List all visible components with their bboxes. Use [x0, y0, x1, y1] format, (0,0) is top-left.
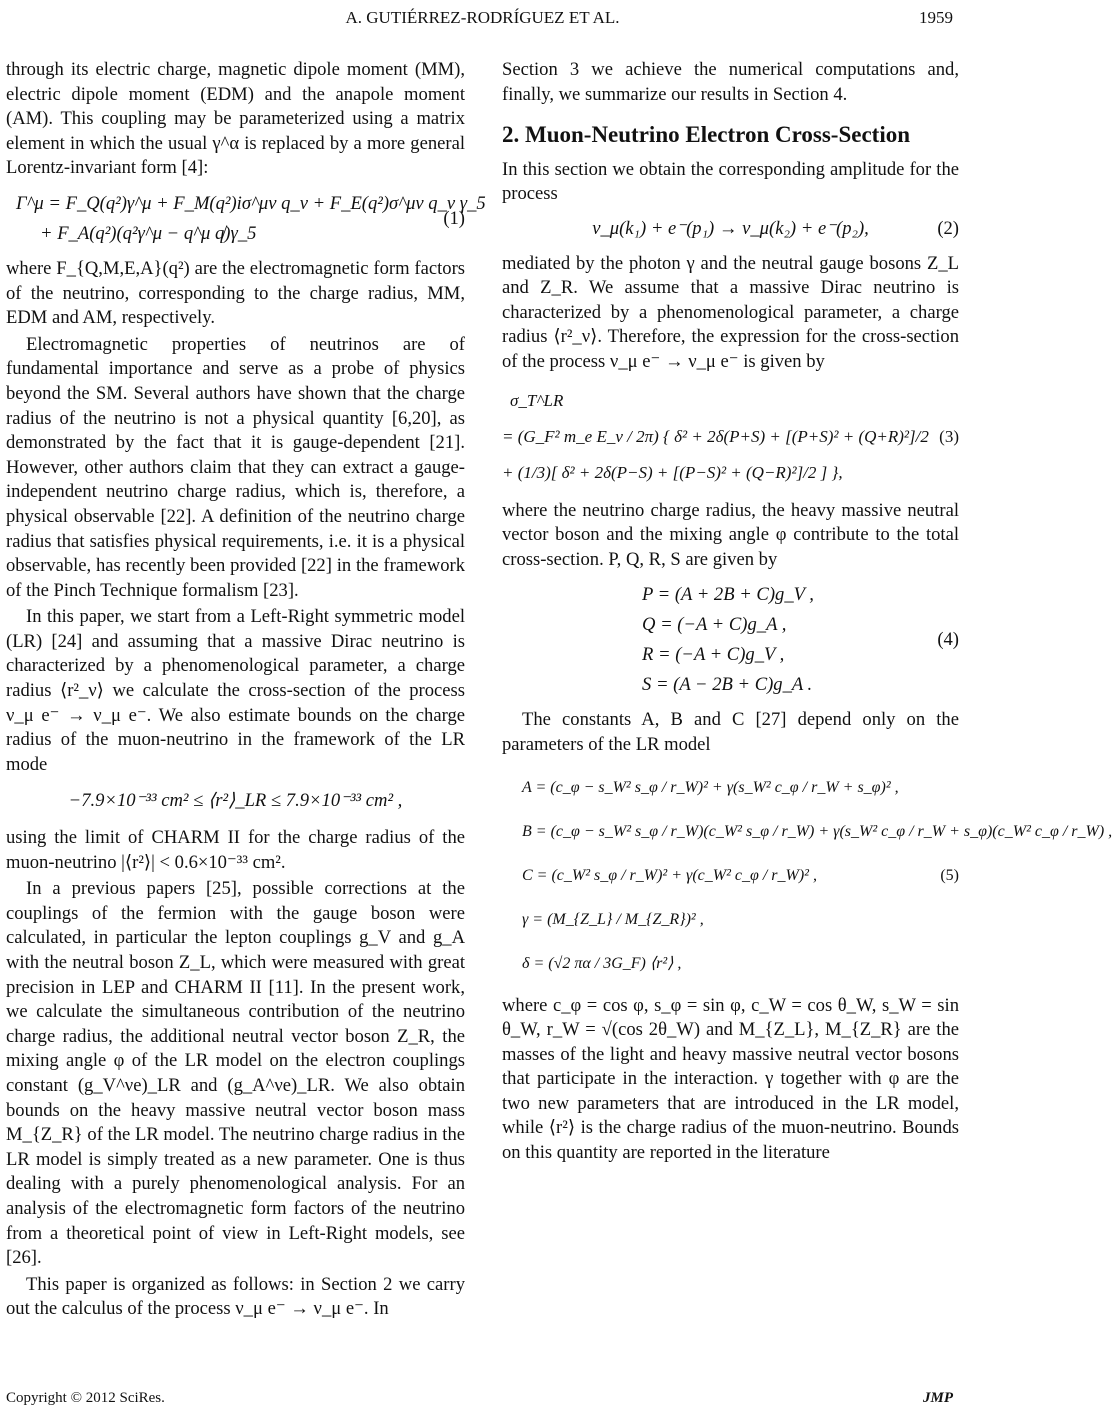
- paragraph: through its electric charge, magnetic dipole moment (MM), electric dipole moment (EDM) and the anapole moment (AM). This coupling may be parameterized using a matrix element in which the usual γ^α is replaced by a more general Lorentz-invariant form [4]:: [6, 59, 465, 179]
- equation-5-line: B = (c_φ − s_W² s_φ / r_W)(c_W² s_φ / r_W) + γ(s_W² c_φ / r_W + s_φ)(c_W² c_φ / r_W) ,: [522, 822, 1112, 840]
- equation-5-line: A = (c_φ − s_W² s_φ / r_W)² + γ(s_W² c_φ / r_W + s_φ)² ,: [522, 778, 899, 796]
- right-column: [502, 58, 1112, 1168]
- equation-1-line-1: Γ^μ = F_Q(q²)γ^μ + F_M(q²)iσ^μν q_ν + F_E(q²)σ^μν q_ν γ_5: [16, 192, 486, 214]
- paragraph: Section 3 we achieve the numerical computations and, finally, we summarize our results in Section 4.: [502, 59, 959, 105]
- equation-5-line: C = (c_W² s_φ / r_W)² + γ(c_W² c_φ / r_W)² ,: [522, 866, 817, 884]
- section-heading: 2. Muon-Neutrino Electron Cross-Section: [502, 122, 911, 148]
- paragraph: In this section we obtain the corresponding amplitude for the process: [502, 158, 959, 205]
- page-number: 1959: [919, 8, 953, 27]
- equation-3: [502, 383, 959, 491]
- equation-2: [502, 217, 959, 242]
- equation-3-line-3: + (1/3)[ δ² + 2δ(P−S) + [(P−S)² + (Q−R)²]/2 ] },: [502, 462, 843, 482]
- paragraph: mediated by the photon γ and the neutral gauge bosons Z_L and Z_R. We assume that a massive Dirac neutrino is characterized by a phenomenological parameter, a charge radius ⟨r²_ν⟩. Therefore, the expression for the cross-section of the process ν_μ e⁻ → ν_μ e⁻ is given by: [502, 252, 959, 372]
- equation-3-line-2: = (G_F² m_e E_ν / 2π) { δ² + 2δ(P+S) + [(P+S)² + (Q+R)²]/2: [502, 426, 929, 446]
- equation-3-number: (3): [939, 426, 959, 446]
- equation-4-number: (4): [937, 629, 959, 651]
- journal-abbreviation: JMP: [923, 1390, 953, 1406]
- copyright-notice: Copyright © 2012 SciRes.: [6, 1390, 165, 1406]
- paragraph: The constants A, B and C [27] depend only on the parameters of the LR model: [502, 709, 959, 755]
- equation-5: [522, 766, 1112, 986]
- left-column: [6, 58, 486, 1324]
- equation-4-line: P = (A + 2B + C)g_V ,: [642, 584, 814, 606]
- paragraph: using the limit of CHARM II for the charge radius of the muon-neutrino |⟨r²⟩| < 0.6×10⁻³³ cm².: [6, 827, 465, 873]
- equation-1: [16, 189, 486, 249]
- paragraph: This paper is organized as follows: in Section 2 we carry out the calculus of the process ν_μ e⁻ → ν_μ e⁻. In: [6, 1273, 465, 1320]
- equation-4-line: R = (−A + C)g_V ,: [642, 644, 785, 666]
- paragraph: In a previous papers [25], possible corrections at the couplings of the fermion with the gauge boson were calculated, in particular the lepton couplings g_V and g_A with the neutral boson Z_L, which were measured with great precision in LEP and CHARM II [11]. In the present work, we calculate the simultaneous contribution of the neutrino charge radius, the additional neutral vector boson Z_R, the mixing angle φ of the LR model on the electron couplings constant (g_V^νe)_LR and (g_A^νe)_LR. We also obtain bounds on the heavy massive neutral vector boson mass M_{Z_R} of the LR model. The neutrino charge radius in the LR model is simply treated as a new parameter. One is thus dealing with a purely phenomenological analysis. For an analysis of the electromagnetic form factors of the neutrino from a theoretical point of view in Left-Right models, see [26].: [6, 878, 465, 1269]
- paragraph: where c_φ = cos φ, s_φ = sin φ, c_W = cos θ_W, s_W = sin θ_W, r_W = √(cos 2θ_W) and M_{Z_L}, M_{Z_R} are the masses of the light and heavy massive neutral vector bosons that participate in the interaction. γ together with φ are the two new parameters that are introduced in the LR model, while ⟨r²⟩ is the charge radius of the muon-neutrino. Bounds on this quantity are reported in the literature: [502, 994, 959, 1164]
- paragraph: where the neutrino charge radius, the heavy massive neutral vector boson and the mixing angle φ contribute to the total cross-section. P, Q, R, S are given by: [502, 499, 959, 570]
- equation-1-number: (1): [443, 207, 465, 229]
- equation-3-line-1: σ_T^LR: [510, 390, 564, 410]
- running-title: A. GUTIÉRREZ-RODRÍGUEZ ET AL.: [345, 8, 620, 27]
- bound-equation: −7.9×10⁻³³ cm² ≤ ⟨r²⟩_LR ≤ 7.9×10⁻³³ cm² ,: [68, 790, 403, 812]
- page-header: [0, 6, 965, 32]
- equation-4-line: S = (A − 2B + C)g_A .: [642, 674, 813, 696]
- page-footer: [0, 1390, 965, 1414]
- paragraph: Electromagnetic properties of neutrinos are of fundamental importance and serve as a probe of physics beyond the SM. Several authors have shown that the charge radius of the neutrino is not a physical quantity [6,20], as demonstrated by the fact that it is gauge-dependent [21]. However, other authors claim that they can extract a gauge-independent neutrino charge radius, which is, therefore, a physical observable [22]. A definition of the neutrino charge radius that satisfies physical requirements, i.e. it is a physical observable, has recently been provided [22] in the framework of the Pinch Technique formalism [23].: [6, 333, 465, 601]
- paragraph: where F_{Q,M,E,A}(q²) are the electromagnetic form factors of the neutrino, corresponding to the charge radius, MM, EDM and AM, respectively.: [6, 257, 465, 329]
- equation-4: [642, 580, 959, 700]
- equation-4-line: Q = (−A + C)g_A ,: [642, 614, 787, 636]
- equation-2-body: ν_μ(k₁) + e⁻(p₁) → ν_μ(k₂) + e⁻(p₂),: [592, 217, 869, 239]
- equation-1-line-2: + F_A(q²)(q²γ^μ − q^μ q̸)γ_5: [40, 222, 257, 244]
- paragraph: In this paper, we start from a Left-Right symmetric model (LR) [24] and assuming that a massive Dirac neutrino is characterized by a phenomenological parameter, a charge radius ⟨r²_ν⟩ we calculate the cross-section of the process ν_μ e⁻ → ν_μ e⁻. We also estimate bounds on the charge radius of the muon-neutrino in the framework of the LR mode: [6, 606, 465, 775]
- equation-5-line: γ = (M_{Z_L} / M_{Z_R})² ,: [522, 910, 704, 928]
- equation-5-line: δ = (√2 πα / 3G_F) ⟨r²⟩ ,: [522, 954, 682, 972]
- equation-2-number: (2): [937, 217, 959, 239]
- equation-5-number: (5): [940, 866, 959, 884]
